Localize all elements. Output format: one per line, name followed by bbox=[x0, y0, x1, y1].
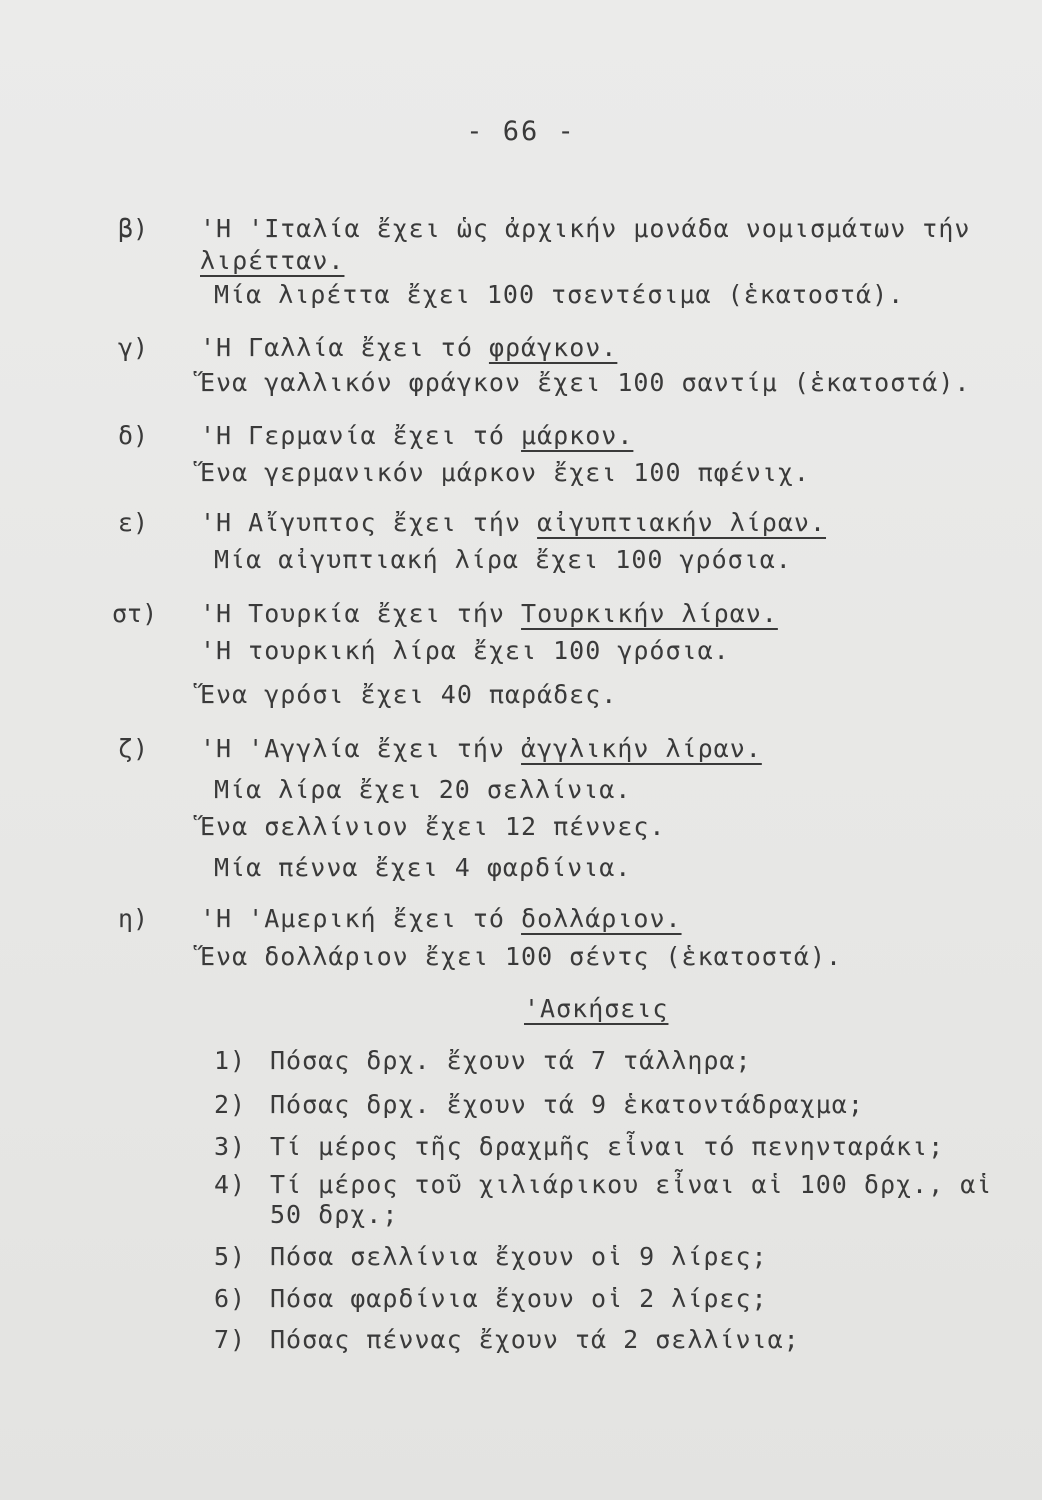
section-line bbox=[200, 214, 970, 243]
exercise-number: 7) bbox=[214, 1325, 247, 1354]
underlined-term: δολλάριον. bbox=[521, 904, 682, 933]
exercise-text: Πόσας δρχ. ἔχουν τά 9 ἑκατοντάδραχμα; bbox=[270, 1090, 864, 1119]
section-line bbox=[214, 280, 904, 309]
text-span: Μία αἰγυπτιακή λίρα ἔχει 100 γρόσια. bbox=[214, 545, 792, 574]
exercise-line bbox=[214, 1242, 768, 1271]
section-line bbox=[200, 942, 842, 971]
section-line bbox=[200, 368, 970, 397]
exercise-number: 6) bbox=[214, 1284, 247, 1313]
section-line bbox=[214, 775, 631, 804]
underlined-term: αἰγυπτιακήν λίραν. bbox=[537, 508, 827, 537]
text-span: 'Η τουρκική λίρα ἔχει 100 γρόσια. bbox=[200, 636, 730, 665]
underlined-term: Τουρκικήν λίραν. bbox=[521, 599, 778, 628]
section-line bbox=[200, 421, 633, 450]
section-line bbox=[200, 680, 617, 709]
section-label: ε) bbox=[118, 508, 149, 537]
text-span: 'Η 'Ιταλία ἔχει ὡς ἀρχικήν μονάδα νομισμάτων τήν bbox=[200, 214, 971, 243]
exercise-number: 5) bbox=[214, 1242, 247, 1271]
text-span: 'Η Γερμανία ἔχει τό bbox=[200, 421, 522, 450]
section-label: γ) bbox=[118, 333, 149, 362]
section-line bbox=[214, 853, 631, 882]
exercise-text: Πόσας πέννας ἔχουν τά 2 σελλίνια; bbox=[270, 1325, 800, 1354]
exercise-line bbox=[270, 1200, 398, 1229]
section-label: στ) bbox=[112, 599, 158, 628]
underlined-term: λιρέτταν. bbox=[200, 246, 345, 275]
text-span: Μία λιρέττα ἔχει 100 τσεντέσιμα (ἑκατοστά). bbox=[214, 280, 905, 309]
text-span: Ἕνα δολλάριον ἔχει 100 σέντς (ἑκατοστά). bbox=[200, 942, 843, 971]
section-label: ζ) bbox=[118, 734, 149, 763]
exercise-text: 50 δρχ.; bbox=[270, 1200, 399, 1229]
text-span: 'Η Γαλλία ἔχει τό bbox=[200, 333, 489, 362]
section-line bbox=[214, 545, 792, 574]
section-line bbox=[200, 636, 730, 665]
text-span: Ἕνα γαλλικόν φράγκον ἔχει 100 σαντίμ (ἑκατοστά). bbox=[200, 368, 971, 397]
text-span: 'Η Αἴγυπτος ἔχει τήν bbox=[200, 508, 538, 537]
section-label: δ) bbox=[118, 421, 149, 450]
text-span: 'Η Τουρκία ἔχει τήν bbox=[200, 599, 522, 628]
exercise-number: 4) bbox=[214, 1170, 247, 1199]
text-span: Ἕνα γρόσι ἔχει 40 παράδες. bbox=[200, 680, 618, 709]
section-line bbox=[200, 734, 762, 763]
text-span: 'Η 'Αμερική ἔχει τό bbox=[200, 904, 522, 933]
underlined-term: μάρκον. bbox=[521, 421, 634, 450]
exercise-number: 2) bbox=[214, 1090, 247, 1119]
exercises-heading: 'Ασκήσεις bbox=[524, 994, 669, 1023]
page-number: - 66 - bbox=[466, 116, 576, 147]
exercise-text: Πόσα σελλίνια ἔχουν οἱ 9 λίρες; bbox=[270, 1242, 768, 1271]
exercise-text: Τί μέρος τοῦ χιλιάρικου εἶναι αἱ 100 δρχ., αἱ bbox=[270, 1170, 993, 1199]
section-label: β) bbox=[118, 214, 149, 243]
text-span: 'Η 'Αγγλία ἔχει τήν bbox=[200, 734, 522, 763]
exercise-line bbox=[214, 1170, 992, 1199]
underlined-term: φράγκον. bbox=[488, 333, 618, 362]
section-label: η) bbox=[118, 904, 149, 933]
text-span: Ἕνα σελλίνιον ἔχει 12 πέννες. bbox=[200, 812, 666, 841]
section-line bbox=[200, 812, 666, 841]
exercise-line bbox=[214, 1090, 864, 1119]
exercise-text: Πόσας δρχ. ἔχουν τά 7 τάλληρα; bbox=[270, 1046, 752, 1075]
section-line bbox=[200, 458, 810, 487]
text-span: Ἕνα γερμανικόν μάρκον ἔχει 100 πφένιχ. bbox=[200, 458, 810, 487]
exercise-text: Τί μέρος τῆς δραχμῆς εἶναι τό πενηνταράκι; bbox=[270, 1132, 945, 1161]
section-line bbox=[200, 333, 617, 362]
exercise-number: 3) bbox=[214, 1132, 247, 1161]
exercise-text: Πόσα φαρδίνια ἔχουν οἱ 2 λίρες; bbox=[270, 1284, 768, 1313]
section-line bbox=[200, 246, 344, 275]
exercise-line bbox=[214, 1325, 800, 1354]
underlined-term: ἀγγλικήν λίραν. bbox=[521, 734, 762, 763]
exercise-line bbox=[214, 1284, 768, 1313]
section-line bbox=[200, 904, 682, 933]
exercise-number: 1) bbox=[214, 1046, 247, 1075]
section-line bbox=[200, 508, 826, 537]
section-line bbox=[200, 599, 778, 628]
text-span: Μία λίρα ἔχει 20 σελλίνια. bbox=[214, 775, 632, 804]
text-span: Μία πέννα ἔχει 4 φαρδίνια. bbox=[214, 853, 632, 882]
exercise-line bbox=[214, 1046, 752, 1075]
exercise-line bbox=[214, 1132, 944, 1161]
